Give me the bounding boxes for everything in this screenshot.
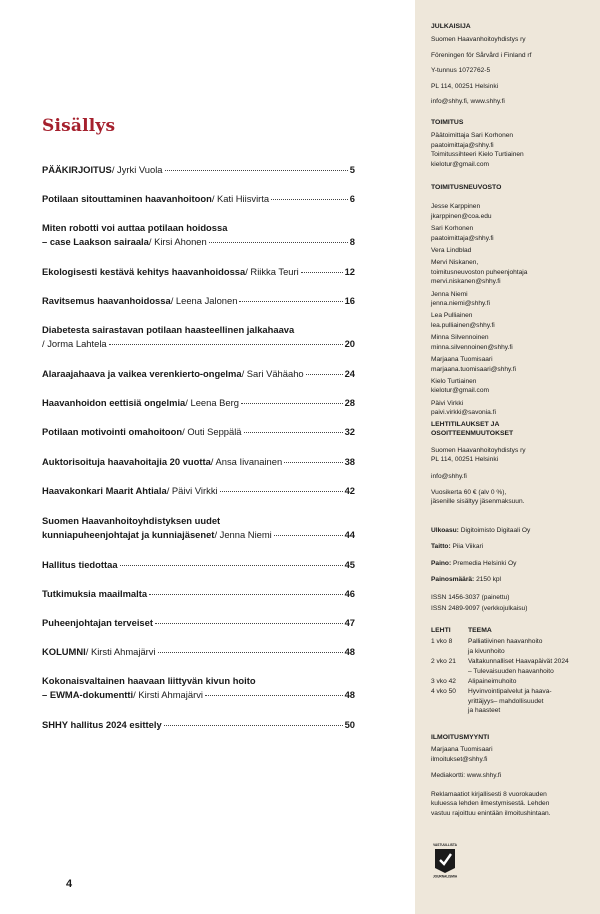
subscription-price: Vuosikerta 60 € (alv 0 %), (431, 489, 507, 497)
board-member-line: toimitusneuvoston puheenjohtaja (431, 268, 528, 276)
board-member-line: lea.pulliainen@shhy.fi (431, 321, 495, 329)
subscriptions-email: info@shhy.fi (431, 472, 467, 480)
theme-issue: 2 vko 21 (431, 658, 456, 666)
toc-entry (42, 425, 355, 439)
toc-entry-page: 42 (344, 485, 355, 496)
complaints-line: vastuu rajoittuu enintään ilmoitushintaan. (431, 809, 551, 817)
toc-entry-line (42, 455, 355, 469)
theme-issue: 4 vko 50 (431, 688, 456, 696)
board-member-line: Jesse Karppinen (431, 203, 481, 211)
board-member-line: minna.silvennoinen@shhy.fi (431, 343, 513, 351)
toc-entry-page: 20 (344, 338, 355, 349)
print-run: Painosmäärä: 2150 kpl (431, 576, 502, 584)
toc-entry-line (42, 163, 355, 177)
board-member (431, 224, 596, 243)
board-member-line: paivi.virkki@savonia.fi (431, 409, 496, 417)
toc-entry-author: / Kati Hiisvirta (211, 193, 270, 204)
toc-entry-title: Alaraajahaava ja vaikea verenkierto-ongelma (42, 368, 242, 379)
advertising-line: Marjaana Tuomisaari (431, 746, 493, 754)
toc-dot-leader (274, 535, 343, 536)
advertising-line: ilmoitukset@shhy.fi (431, 755, 488, 763)
toc-dot-leader (284, 462, 342, 463)
printer-credit: Paino: Premedia Helsinki Oy (431, 559, 517, 567)
toc-entry-line (42, 718, 355, 732)
toc-entry-page: 38 (344, 456, 355, 467)
toc-entry-line (42, 616, 355, 630)
toc-entry-page: 6 (349, 193, 355, 204)
board-member (431, 355, 596, 374)
board-member-line: jkarppinen@coa.edu (431, 212, 492, 220)
toc-dot-leader (120, 565, 343, 566)
toc-entry-page: 48 (344, 646, 355, 657)
layout-credit: Ulkoasu: Digitoimisto Digitaali Oy (431, 527, 531, 534)
board-member (431, 258, 596, 286)
typesetting-credit: Taitto: Piia Viikari (431, 543, 484, 551)
theme-text (468, 637, 596, 656)
toc-entry-author: / Kirsti Ahmajärvi (85, 646, 156, 657)
toc-entry-title: Tutkimuksia maailmalta (42, 588, 148, 599)
toc-entry-title: Auktorisoituja haavahoitajia 20 vuotta (42, 456, 211, 467)
toc-dot-leader (306, 374, 343, 375)
theme-text (468, 657, 596, 676)
toc-entry-title: PÄÄKIRJOITUS (42, 164, 112, 175)
toc-entry-title-line: Miten robotti voi auttaa potilaan hoidossa (42, 222, 228, 233)
theme-column-header: TEEMA (468, 627, 492, 634)
theme-issue: 3 vko 42 (431, 678, 456, 686)
toc-entry-line (42, 337, 355, 351)
toc-entry (42, 587, 355, 601)
issue-column-header: LEHTI (431, 627, 451, 634)
toc-entry-title: Puheenjohtajan terveiset (42, 617, 153, 628)
board-member-line: Jenna Niemi (431, 290, 468, 298)
toc-dot-leader (241, 403, 343, 404)
toc-entry-title-line: Kokonaisvaltainen haavaan liittyvän kivun hoito (42, 675, 256, 686)
toc-entry (42, 323, 355, 351)
issue-themes-table (431, 626, 596, 716)
board-member-line: jenna.niemi@shhy.fi (431, 300, 490, 308)
theme-text-line: Hyvinvointipalvelut ja haava- (468, 688, 552, 696)
complaints-section (431, 790, 596, 818)
toc-entry (42, 514, 355, 542)
board-list (431, 202, 596, 417)
toc-entry-author: / Kirsi Ahonen (148, 236, 207, 247)
toc-entry (42, 484, 355, 498)
toc-entry (42, 192, 355, 206)
toc-entry (42, 645, 355, 659)
toc-entry (42, 558, 355, 572)
editorial-line: paatoimittaja@shhy.fi (431, 141, 494, 149)
theme-text-line: – Tulevaisuuden haavanhoito (468, 667, 554, 675)
board-member-line: Päivi Virkki (431, 399, 464, 407)
theme-rows (431, 637, 596, 715)
theme-row (431, 637, 596, 656)
page-number: 4 (66, 878, 73, 890)
toc-entry-line (42, 528, 355, 542)
editorial-board-heading: TOIMITUSNEUVOSTO (431, 184, 502, 191)
subscriptions-section (431, 420, 596, 507)
publisher-heading: JULKAISIJA (431, 23, 471, 30)
editorial-section (431, 118, 596, 169)
toc-dot-leader (244, 432, 343, 433)
toc-entry-page: 46 (344, 588, 355, 599)
toc-dot-leader (109, 344, 343, 345)
editorial-board-section (431, 183, 596, 421)
board-member-line: paatoimittaja@shhy.fi (431, 234, 494, 242)
board-member-line: Marjaana Tuomisaari (431, 356, 493, 364)
board-member-line: Lea Pulliainen (431, 312, 473, 320)
toc-entry-line (42, 425, 355, 439)
toc-entry-page: 5 (349, 164, 355, 175)
toc-dot-leader (165, 170, 348, 171)
theme-text (468, 687, 596, 715)
theme-row (431, 677, 596, 686)
toc-dot-leader (149, 594, 342, 595)
toc-entry-title: – EWMA-dokumentti (42, 689, 134, 700)
badge-bottom-text: JOURNALISMIA (432, 874, 458, 878)
board-member (431, 246, 596, 255)
toc-entry-line (42, 265, 355, 279)
toc-entry-title: Potilaan motivointi omahoitoon (42, 426, 183, 437)
editorial-heading: TOIMITUS (431, 119, 464, 126)
responsible-journalism-badge (431, 842, 459, 878)
toc-entry-title: SHHY hallitus 2024 esittely (42, 719, 162, 730)
board-member (431, 377, 596, 396)
toc-entry (42, 674, 355, 702)
subscriptions-line: Suomen Haavanhoitoyhdistys ry (431, 446, 526, 454)
board-member-line: kielotur@gmail.com (431, 387, 489, 395)
toc-dot-leader (239, 301, 342, 302)
toc-entry-author: / Kirsti Ahmajärvi (133, 689, 203, 700)
complaints-line: kuluessa lehden ilmestymisestä. Lehden (431, 800, 550, 808)
toc-dot-leader (271, 199, 348, 200)
board-member-line: Vera Lindblad (431, 247, 472, 255)
board-member (431, 202, 596, 221)
toc-dot-leader (164, 725, 343, 726)
toc-entry-line (42, 587, 355, 601)
theme-row (431, 687, 596, 715)
toc-entry-author: / Jorma Lahtela (42, 338, 107, 349)
toc-entry-page: 8 (349, 236, 355, 247)
subscriptions-heading-2: OSOITTEENMUUTOKSET (431, 430, 514, 438)
publisher-line: Suomen Haavanhoitoyhdistys ry (431, 36, 526, 44)
subscriptions-heading: LEHTITILAUKSET JA (431, 421, 500, 428)
toc-entry-line (42, 484, 355, 498)
toc-entry-page: 12 (344, 266, 355, 277)
issn-print: ISSN 1456-3037 (painettu) (431, 593, 510, 601)
theme-row (431, 657, 596, 676)
board-member-line: marjaana.tuomisaari@shhy.fi (431, 365, 516, 373)
toc-entry-line (42, 558, 355, 572)
board-member (431, 290, 596, 309)
toc-entry-line (42, 294, 355, 308)
publisher-line: Y-tunnus 1072762-5 (431, 67, 491, 75)
toc-entry-title: Haavakonkari Maarit Ahtiala (42, 485, 167, 496)
board-member-line: Kielo Turtiainen (431, 377, 477, 385)
toc-entry-title-line: Diabetesta sairastavan potilaan haasteellinen jalkahaava (42, 324, 295, 335)
toc-entry-title: KOLUMNI (42, 646, 86, 657)
toc-entry (42, 163, 355, 177)
advertising-section (431, 733, 596, 781)
subscription-price-note: jäsenille sisältyy jäsenmaksuun. (431, 498, 525, 506)
toc-entry-page: 45 (344, 559, 355, 570)
advertising-heading: ILMOITUSMYYNTI (431, 734, 490, 741)
toc-entry-title-line: Suomen Haavanhoitoyhdistyksen uudet (42, 515, 221, 526)
toc-entry-title: – case Laakson sairaala (42, 236, 149, 247)
theme-text-line: Palliatiivinen haavanhoito (468, 638, 543, 646)
publisher-line: info@shhy.fi, www.shhy.fi (431, 98, 505, 106)
toc-entry-line (42, 367, 355, 381)
toc-entry-title: kunniapuheenjohtajat ja kunniajäsenet (42, 529, 215, 540)
editorial-line: Päätoimittaja Sari Korhonen (431, 132, 514, 140)
board-member-line: Sari Korhonen (431, 225, 474, 233)
board-member-line: Mervi Niskanen, (431, 259, 479, 267)
toc-entry-author: / Outi Seppälä (182, 426, 242, 437)
toc-entry-title: Haavanhoidon eettisiä ongelmia (42, 397, 186, 408)
toc-title: Sisällys (42, 116, 116, 136)
toc-entry-author: / Ansa Iivanainen (210, 456, 283, 467)
toc-dot-leader (220, 491, 343, 492)
publisher-section (431, 22, 596, 106)
theme-text-line: Alipaineimuhoito (468, 678, 517, 686)
toc-entry-line (42, 688, 355, 702)
issn-online: ISSN 2489-9097 (verkkojulkaisu) (431, 605, 528, 613)
toc-dot-leader (155, 623, 343, 624)
toc-entry-page: 28 (344, 397, 355, 408)
toc-entry-line (42, 396, 355, 410)
toc-entry-title: Ravitsemus haavanhoidossa (42, 295, 171, 306)
production-section (431, 526, 596, 613)
toc-entry-page: 44 (344, 529, 355, 540)
theme-text (468, 677, 596, 686)
toc-entry-author: / Jenna Niemi (214, 529, 272, 540)
toc-dot-leader (205, 695, 343, 696)
toc-entry-author: / Leena Berg (185, 397, 239, 408)
toc-entry-page: 50 (344, 719, 355, 730)
editorial-line: Toimitussihteeri Kielo Turtiainen (431, 151, 524, 159)
toc-entry-title: Potilaan sitouttaminen haavanhoitoon (42, 193, 212, 204)
toc-entry-line (42, 645, 355, 659)
board-member-line: mervi.niskanen@shhy.fi (431, 278, 501, 286)
theme-header-row (431, 626, 596, 635)
theme-text-line: yrittäjyys– mahdollisuudet (468, 697, 544, 705)
toc-dot-leader (209, 242, 348, 243)
toc-dot-leader (158, 652, 343, 653)
toc-entry (42, 294, 355, 308)
toc-entry-page: 32 (344, 426, 355, 437)
toc-entry (42, 718, 355, 732)
editorial-line: kielotur@gmail.com (431, 160, 489, 168)
theme-text-line: Valtakunnalliset Haavapäivät 2024 (468, 658, 569, 666)
publisher-line: PL 114, 00251 Helsinki (431, 82, 499, 90)
toc-entry-page: 48 (344, 689, 355, 700)
publisher-line: Föreningen för Sårvård i Finland rf (431, 51, 532, 59)
toc-entry-line (42, 192, 355, 206)
toc-entry-author: / Sari Vähäaho (241, 368, 304, 379)
badge-top-text: VASTUULLISTA (433, 843, 457, 847)
board-member (431, 311, 596, 330)
toc-entry (42, 221, 355, 249)
toc-entry-title: Ekologisesti kestävä kehitys haavanhoidossa (42, 266, 246, 277)
toc-entry-line (42, 235, 355, 249)
media-card: Mediakortti: www.shhy.fi (431, 772, 502, 780)
toc-entry (42, 455, 355, 469)
theme-text-line: ja haasteet (468, 707, 501, 715)
toc-entry (42, 616, 355, 630)
toc-entry (42, 396, 355, 410)
toc-entry-page: 24 (344, 368, 355, 379)
toc-entry-page: 47 (344, 617, 355, 628)
complaints-line: Reklamaatiot kirjallisesti 8 vuorokauden (431, 791, 547, 798)
toc-entry-author: / Päivi Virkki (166, 485, 218, 496)
toc-entry-page: 16 (344, 295, 355, 306)
toc-entry (42, 367, 355, 381)
board-member (431, 333, 596, 352)
toc-entry (42, 265, 355, 279)
subscriptions-line: PL 114, 00251 Helsinki (431, 456, 499, 464)
toc-entry-author: / Riikka Teuri (245, 266, 299, 277)
toc-entry-title: Hallitus tiedottaa (42, 559, 118, 570)
board-member (431, 399, 596, 418)
toc-entry-author: / Jyrki Vuola (111, 164, 163, 175)
toc-entry-author: / Leena Jalonen (170, 295, 238, 306)
theme-issue: 1 vko 8 (431, 638, 453, 646)
toc-dot-leader (301, 272, 343, 273)
theme-text-line: ja kivunhoito (468, 647, 505, 655)
board-member-line: Minna Silvennoinen (431, 334, 489, 342)
